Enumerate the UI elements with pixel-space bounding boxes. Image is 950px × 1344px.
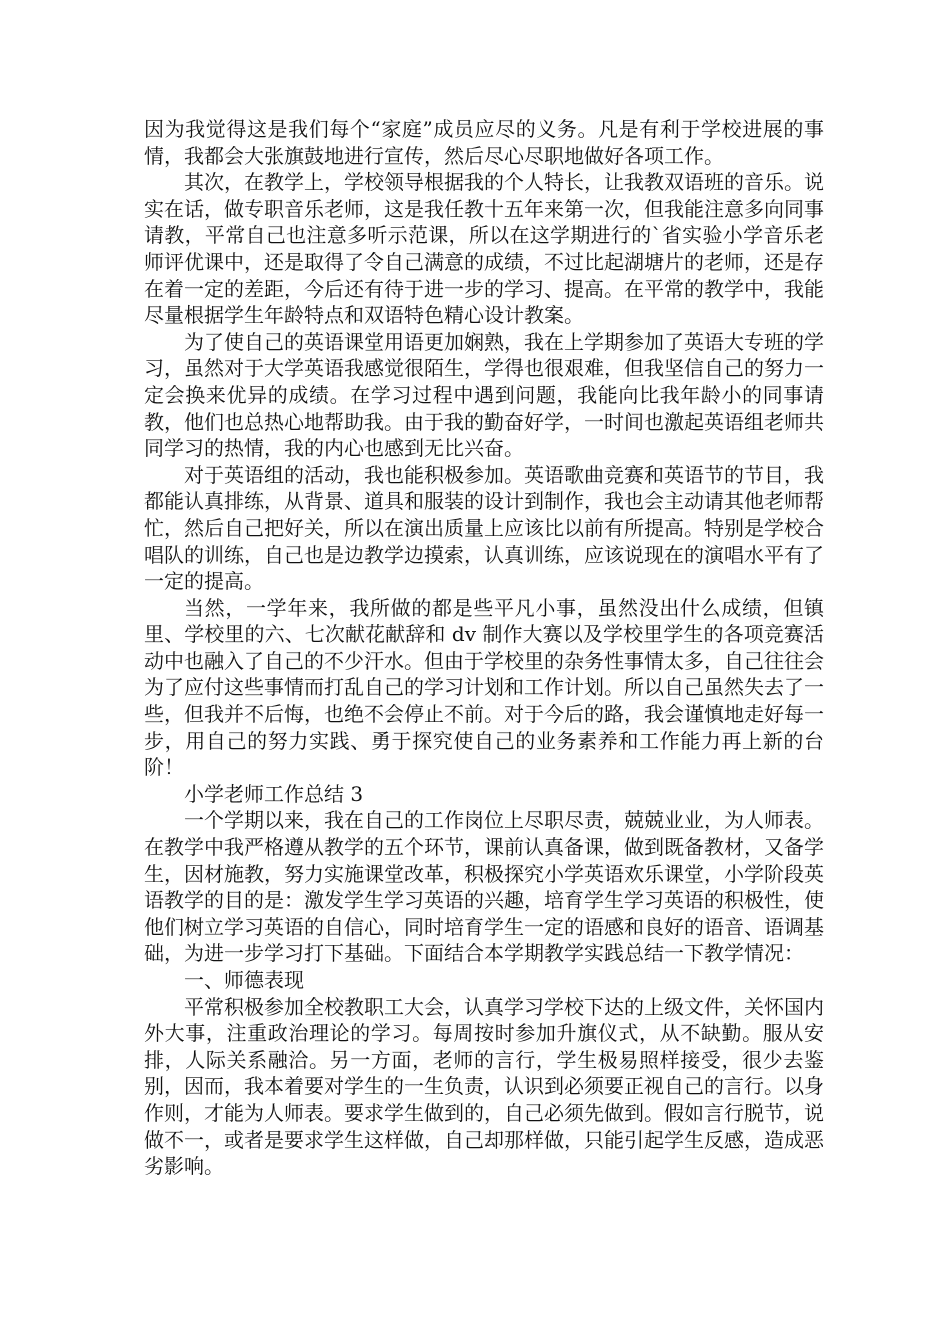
section-title: 小学老师工作总结 3 <box>184 781 364 806</box>
document-body <box>144 116 824 1180</box>
subheading-ethics: 一、师德表现 <box>184 968 304 992</box>
paragraph-continued: 因为我觉得这是我们每个“家庭”成员应尽的义务。凡是有利于学校进展的事情，我都会大张旗鼓地进行宣传，然后尽心尽职地做好各项工作。 <box>144 117 824 168</box>
paragraph-reflection: 当然，一学年来，我所做的都是些平凡小事，虽然没出什么成绩，但镇里、学校里的六、七次献花献辞和 dv 制作大赛以及学校里学生的各项竞赛活动中也融入了自己的不少汗水。但由于学校里的杂务性事情太多，自己往往会为了应付这些事情而打乱自己的学习计划和工作计划。所以自己虽然失去了一些，但我并不后悔，也绝不会停止不前。对于今后的路，我会谨慎地走好每一步，用自己的努力实践、勇于探究使自己的业务素养和工作能力再上新的台阶！ <box>144 595 824 780</box>
paragraph-english-activities: 对于英语组的活动，我也能积极参加。英语歌曲竞赛和英语节的节目，我都能认真排练，从背景、道具和服装的设计到制作，我也会主动请其他老师帮忙，然后自己把好关，所以在演出质量上应该比以前有所提高。特别是学校合唱队的训练，自己也是边教学边摸索，认真训练，应该说现在的演唱水平有了一定的提高。 <box>144 462 824 594</box>
paragraph-teaching-music: 其次，在教学上，学校领导根据我的个人特长，让我教双语班的音乐。说实在话，做专职音乐老师，这是我任教十五年来第一次，但我能注意多向同事请教，平常自己也注意多听示范课，所以在这学期进行的`省实验小学音乐老师评优课中，还是取得了令自己满意的成绩，不过比起湖塘片的老师，还是存在着一定的差距，今后还有待于进一步的学习、提高。在平常的教学中，我能尽量根据学生年龄特点和双语特色精心设计教案。 <box>144 170 824 328</box>
paragraph-ethics-body: 平常积极参加全校教职工大会，认真学习学校下达的上级文件，关怀国内外大事，注重政治理论的学习。每周按时参加升旗仪式，从不缺勤。服从安排，人际关系融洽。另一方面，老师的言行，学生极易照样接受，很少去鉴别，因而，我本着要对学生的一生负责，认识到必须要正视自己的言行。以身作则，才能为人师表。要求学生做到的，自己必须先做到。假如言行脱节，说做不一，或者是要求学生这样做，自己却那样做，只能引起学生反感，造成恶劣影响。 <box>144 994 824 1179</box>
paragraph-english-study: 为了使自己的英语课堂用语更加娴熟，我在上学期参加了英语大专班的学习，虽然对于大学英语我感觉很陌生，学得也很艰难，但我坚信自己的努力一定会换来优异的成绩。在学习过程中遇到问题，我能向比我年龄小的同事请教，他们也总热心地帮助我。由于我的勤奋好学，一时间也激起英语组老师共同学习的热情，我的内心也感到无比兴奋。 <box>144 329 824 461</box>
paragraph-section-intro: 一个学期以来，我在自己的工作岗位上尽职尽责，兢兢业业，为人师表。在教学中我严格遵从教学的五个环节，课前认真备课，做到既备教材，又备学生，因材施教，努力实施课堂改革，积极探究小学英语欢乐课堂，小学阶段英语教学的目的是：激发学生学习英语的兴趣，培育学生学习英语的积极性，使他们树立学习英语的自信心，同时培育学生一定的语感和良好的语音、语调基础，为进一步学习打下基础。下面结合本学期教学实践总结一下教学情况： <box>144 808 824 966</box>
